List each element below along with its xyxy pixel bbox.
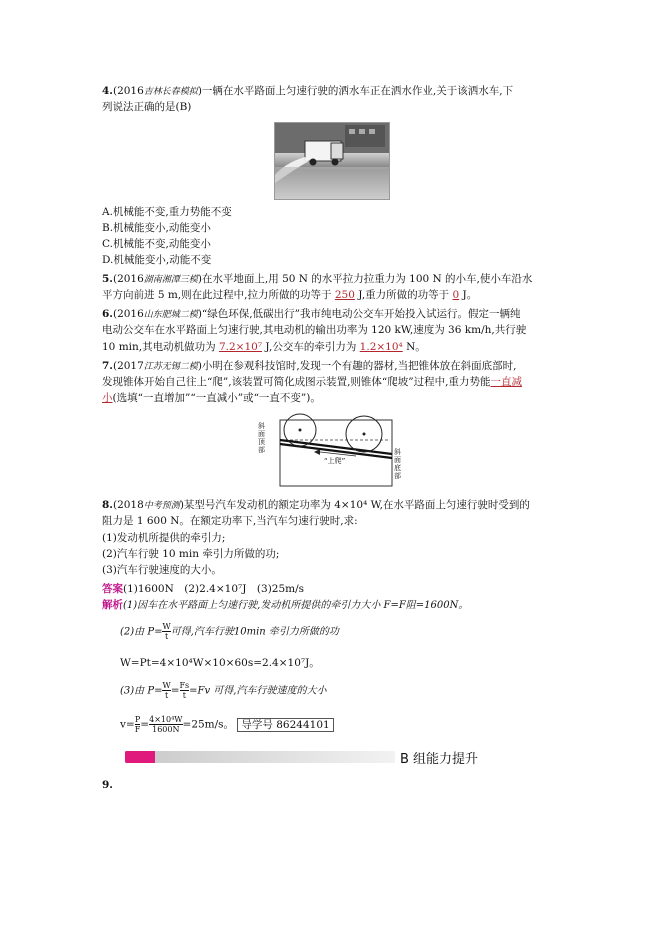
q5-blank-1: 250 [334,289,355,301]
fraction-p-over-f: $\frac{P}{F}$ [134,715,141,734]
q8-number: 8. [102,499,113,511]
q6-line3: 10 min,其电动机做功为 7.2×10⁷ J,公交车的牵引力为 1.2×10⁴ N。 [102,341,426,353]
water-truck-photo [274,122,390,200]
q7-line3: 小(选填“一直增加”“一直减小”或“一直不变”)。 [102,392,321,404]
q6-number: 6. [102,308,113,320]
q6-source: 山东肥城二模 [143,310,198,320]
section-title: B 组能力提升 [400,752,479,767]
fraction-w-over-t-2: $\frac{W}{t}$ [162,681,171,700]
q8-source: 中考预测 [143,501,180,511]
q7-blank-1-cont: 小 [102,392,113,404]
q6-blank-2: 1.2×10⁴ [359,341,403,353]
q4-source: 吉林长春模拟 [143,87,198,97]
cone-slope-figure [258,412,406,490]
slope-top-label: 斜面顶部 [258,422,265,454]
analysis-label: 解析 [102,599,123,611]
q8-analysis-1: 解析(1)因车在水平路面上匀速行驶,发动机所提供的牵引力大小 F=F阻=1600N。 [102,599,469,611]
q4-option-c: C.机械能不变,动能变小 [102,238,211,250]
q8-analysis-2: (2)由 P= $\frac{W}{t}$ 可得,汽车行驶10min 牵引力所做的功 [120,622,339,641]
slope-bottom-label: 斜面底部 [394,448,401,480]
guide-number: 导学号 86244101 [237,718,333,732]
q8-answer: 答案(1)1600N (2)2.4×10⁷J (3)25m/s [102,583,305,595]
q8-line2: 阻力是 1 600 N。在额定功率下,当汽车匀速行驶时,求: [102,515,358,527]
q4-line2: 列说法正确的是(B) [102,101,192,113]
q5-source: 湖南湘潭三模 [143,275,198,285]
q4-number: 4. [102,85,113,97]
q6-line2: 电动公交车在水平路面上匀速行驶,其电动机的输出功率为 120 kW,速度为 36 km/h,共行驶 [102,324,527,336]
q8-analysis-4: (3)由 P= $\frac{W}{t}$ = $\frac{Fs}{t}$ =Fv 可得,汽车行驶速度的大小 [120,681,327,700]
section-bar-accent [125,751,155,763]
q9-number: 9. [102,779,113,791]
climb-arrow-label: “上爬” [324,457,346,465]
q5-line1: 5.(2016湖南湘潭三模)在水平地面上,用 50 N 的水平拉力拉重力为 100 N 的小车,使小车沿水 [102,273,533,285]
q7-number: 7. [102,360,113,372]
q8-sub-1: (1)发动机所提供的牵引力; [102,532,226,544]
answer-label: 答案 [102,583,123,595]
q7-line1: 7.(2017江苏无锡二模)小明在参观科技馆时,发现一个有趣的器材,当把锥体放在斜面底部时, [102,360,517,372]
q4-line1: 4.(2016吉林长春模拟)一辆在水平路面上匀速行驶的洒水车正在洒水作业,关于该洒水车,下 [102,85,514,97]
water-truck-illustration [275,123,389,199]
q5-line2: 平方向前进 5 m,则在此过程中,拉力所做的功等于 250 J,重力所做的功等于 0 J。 [102,289,478,301]
q4-option-a: A.机械能不变,重力势能不变 [102,206,232,218]
q5-number: 5. [102,273,113,285]
q7-blank-1: 一直减 [490,376,522,388]
q8-sub-3: (3)汽车行驶速度的大小。 [102,564,222,576]
q4-option-b: B.机械能变小,动能变小 [102,222,211,234]
q6-blank-1: 7.2×10⁷ [218,341,263,353]
fraction-fs-over-t: $\frac{Fs}{t}$ [179,681,190,700]
q7-source: 江苏无锡二模 [143,362,198,372]
q8-line1: 8.(2018中考预测)某型号汽车发动机的额定功率为 4×10⁴ W,在水平路面上匀速行驶时受到的 [102,499,530,511]
q5-blank-2: 0 [452,289,460,301]
q6-line1: 6.(2016山东肥城二模)“绿色环保,低碳出行”我市纯电动公交车开始投入试运行。假定一辆纯 [102,308,521,320]
q8-sub-2: (2)汽车行驶 10 min 牵引力所做的功; [102,548,280,560]
q8-analysis-3: W=Pt=4×10⁴W×10×60s=2.4×10⁷J。 [120,657,320,669]
q4-option-d: D.机械能变小,动能不变 [102,254,212,266]
fraction-w-over-t: $\frac{W}{t}$ [162,622,171,641]
q8-analysis-5: v= $\frac{P}{F}$ = $\frac{\text{4×10⁴W}}{1600N}$ =25m/s。 导学号 86244101 [120,715,334,734]
fraction-value: $\frac{\text{4×10⁴W}}{1600N}$ [149,715,183,734]
cone-slope-diagram [258,412,406,490]
q7-line2: 发现锥体开始自己往上“爬”,该装置可简化成图示装置,则锥体“爬坡”过程中,重力势能一直减 [102,376,522,388]
section-bar [125,751,395,763]
